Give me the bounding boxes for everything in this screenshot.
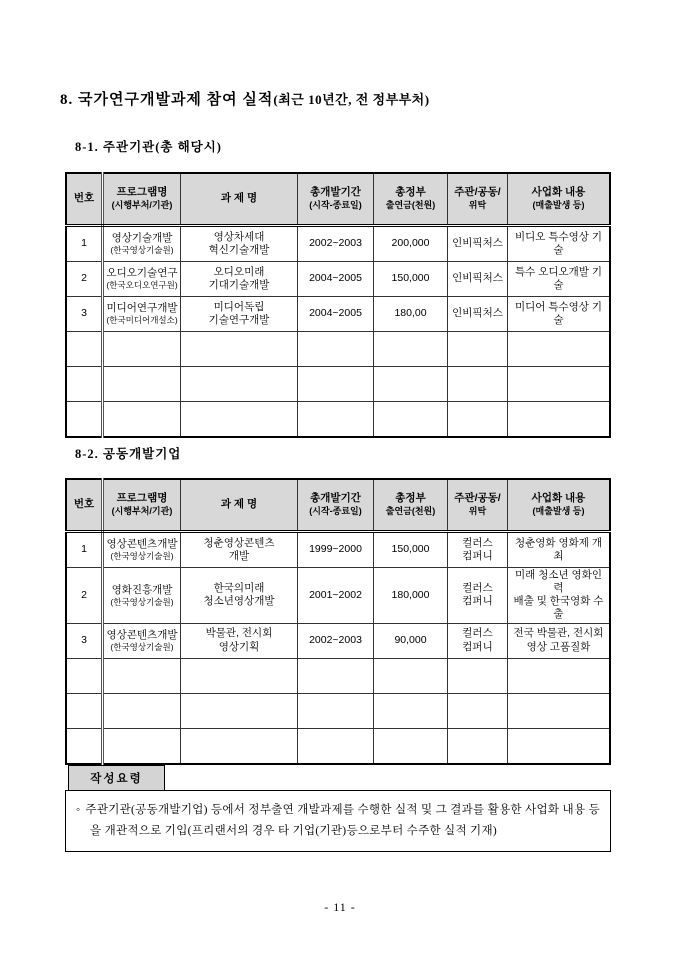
table-cell: 2004~2005 [298, 262, 374, 297]
table-header-cell: 사업화 내용 (매출발생 등) [508, 173, 611, 226]
table-cell [66, 402, 103, 438]
table-cell [448, 367, 508, 402]
table-cell [66, 728, 103, 764]
table-cell [374, 658, 448, 693]
table-row [66, 532, 610, 568]
table-cell [508, 332, 611, 367]
table-cell: 1999~2000 [298, 532, 374, 568]
table-cell [66, 332, 103, 367]
table-cell [103, 367, 181, 402]
table-cell [374, 332, 448, 367]
table-cell [298, 658, 374, 693]
table-cell [448, 658, 508, 693]
table-cell [448, 693, 508, 728]
table-cell: 90,000 [374, 623, 448, 658]
table-cell [448, 332, 508, 367]
table-cell: 컬러스 컴퍼니 [448, 623, 508, 658]
table-cell: 컬러스 컴퍼니 [448, 532, 508, 568]
table-cell: 오디오미래 기대기술개발 [181, 262, 298, 297]
table-cell [66, 693, 103, 728]
table-cell: 영상콘텐츠개발 (한국영상기술원) [103, 532, 181, 568]
table-cell: 오디오기술연구 (한국오디오연구원) [103, 262, 181, 297]
table-header-cell: 과 제 명 [181, 173, 298, 226]
table-cell: 3 [66, 297, 103, 332]
table-cell [508, 658, 611, 693]
table-row [66, 568, 610, 624]
table-cell: 영화진흥개발 (한국영상기술원) [103, 568, 181, 624]
table-cell [103, 728, 181, 764]
table-cell [66, 658, 103, 693]
guideline-box [65, 790, 611, 852]
table-cell [103, 332, 181, 367]
table-cell: 컬러스 컴퍼니 [448, 568, 508, 624]
table-header-row [66, 479, 610, 532]
table-cell: 비디오 특수영상 기술 [508, 226, 611, 262]
table-cell: 2001~2002 [298, 568, 374, 624]
guideline-note-text: 주관기관(공동개발기업) 등에서 정부출연 개발과제를 수행한 실적 및 그 결과를 활용한 사업화 내용 등을 개관적으로 기입(프리랜서의 경우 타 기업(기관)등으로부터 수주한 실적 기재) [85, 804, 600, 838]
table-header-cell: 총정부 출연금(천원) [374, 173, 448, 226]
table-cell: 180,00 [374, 297, 448, 332]
table-cell: 인비픽처스 [448, 262, 508, 297]
table-cell: 인비픽처스 [448, 297, 508, 332]
table-cell [298, 693, 374, 728]
table-row [66, 658, 610, 693]
table-cell: 미디어독립 기술연구개발 [181, 297, 298, 332]
table-cell [448, 402, 508, 438]
table-cell: 1 [66, 532, 103, 568]
section-heading-8-2: 8-2. 공동개발기업 [75, 447, 182, 461]
table-header-cell: 번호 [66, 173, 103, 226]
table-cell: 200,000 [374, 226, 448, 262]
table-row [66, 226, 610, 262]
table-cell [508, 728, 611, 764]
page-number: - 11 - [324, 900, 356, 914]
projects-table-lead-org [65, 172, 611, 438]
table-header-cell: 주관/공동/ 위탁 [448, 479, 508, 532]
table-header-cell: 총개발기간 (시작-종료일) [298, 173, 374, 226]
table-cell: 미디어 특수영상 기술 [508, 297, 611, 332]
guideline-note [76, 800, 600, 843]
table-cell: 2002~2003 [298, 623, 374, 658]
table-header [66, 479, 610, 532]
table-cell [181, 367, 298, 402]
table-cell: 한국의미래 청소년영상개발 [181, 568, 298, 624]
table-cell: 인비픽처스 [448, 226, 508, 262]
page-title [60, 88, 430, 109]
table-cell [103, 658, 181, 693]
table-header-cell: 과 제 명 [181, 479, 298, 532]
table-header-cell: 사업화 내용 (매출발생 등) [508, 479, 611, 532]
table-header-cell: 총정부 출연금(천원) [374, 479, 448, 532]
table-cell [448, 728, 508, 764]
table-cell: 2004~2005 [298, 297, 374, 332]
table-cell [181, 332, 298, 367]
table-row [66, 297, 610, 332]
table-row [66, 402, 610, 438]
table-cell [66, 367, 103, 402]
table-cell [181, 402, 298, 438]
table-cell: 영상차세대 혁신기술개발 [181, 226, 298, 262]
table-cell [374, 402, 448, 438]
table-cell [508, 693, 611, 728]
table-header-cell: 번호 [66, 479, 103, 532]
table-cell: 3 [66, 623, 103, 658]
table-row [66, 262, 610, 297]
table-cell [103, 693, 181, 728]
table-cell: 150,000 [374, 262, 448, 297]
table-row [66, 693, 610, 728]
table-cell [181, 728, 298, 764]
page-title-main: 8. 국가연구개발과제 참여 실적 [60, 92, 274, 108]
table-header-cell: 프로그램명 (시행부처/기관) [103, 479, 181, 532]
table-cell: 전국 박물관, 전시회 영상 고품질화 [508, 623, 611, 658]
table-cell [508, 367, 611, 402]
table-cell: 2 [66, 568, 103, 624]
table-row [66, 367, 610, 402]
table-cell: 180,000 [374, 568, 448, 624]
table-cell: 특수 오디오개발 기술 [508, 262, 611, 297]
table-cell [298, 367, 374, 402]
table-cell: 미디어연구개발 (한국미디어개설소) [103, 297, 181, 332]
table-cell [181, 693, 298, 728]
table-cell: 2002~2003 [298, 226, 374, 262]
section-heading-8-1: 8-1. 주관기관(총 해당시) [75, 140, 222, 154]
table-header-row [66, 173, 610, 226]
table-cell: 박물관, 전시회 영상기획 [181, 623, 298, 658]
table-cell: 청춘영화 영화제 개최 [508, 532, 611, 568]
table-header-cell: 프로그램명 (시행부처/기관) [103, 173, 181, 226]
table-cell: 청춘영상콘텐츠 개발 [181, 532, 298, 568]
table-cell: 2 [66, 262, 103, 297]
table-row [66, 332, 610, 367]
table-header [66, 173, 610, 226]
table-row [66, 623, 610, 658]
table-cell [181, 658, 298, 693]
table-header-cell: 총개발기간 (시작-종료일) [298, 479, 374, 532]
table-cell [374, 728, 448, 764]
guideline-tab: 작성요령 [68, 765, 165, 791]
table-cell: 영상콘텐츠개발 (한국영상기술원) [103, 623, 181, 658]
table-cell [374, 693, 448, 728]
table-cell [298, 728, 374, 764]
table-header-cell: 주관/공동/ 위탁 [448, 173, 508, 226]
table-cell [298, 332, 374, 367]
table-cell [374, 367, 448, 402]
projects-table-co-dev [65, 478, 611, 765]
table-cell: 1 [66, 226, 103, 262]
table-cell [298, 402, 374, 438]
table-cell: 미래 청소년 영화인력 배출 및 한국영화 수출 [508, 568, 611, 624]
table-cell [103, 402, 181, 438]
page-title-note: (최근 10년간, 전 정부부처) [273, 92, 430, 107]
table-cell: 영상기술개발 (한국영상기술원) [103, 226, 181, 262]
table-cell [508, 402, 611, 438]
table-cell: 150,000 [374, 532, 448, 568]
table-row [66, 728, 610, 764]
bullet-marker: ◦ [76, 804, 81, 816]
